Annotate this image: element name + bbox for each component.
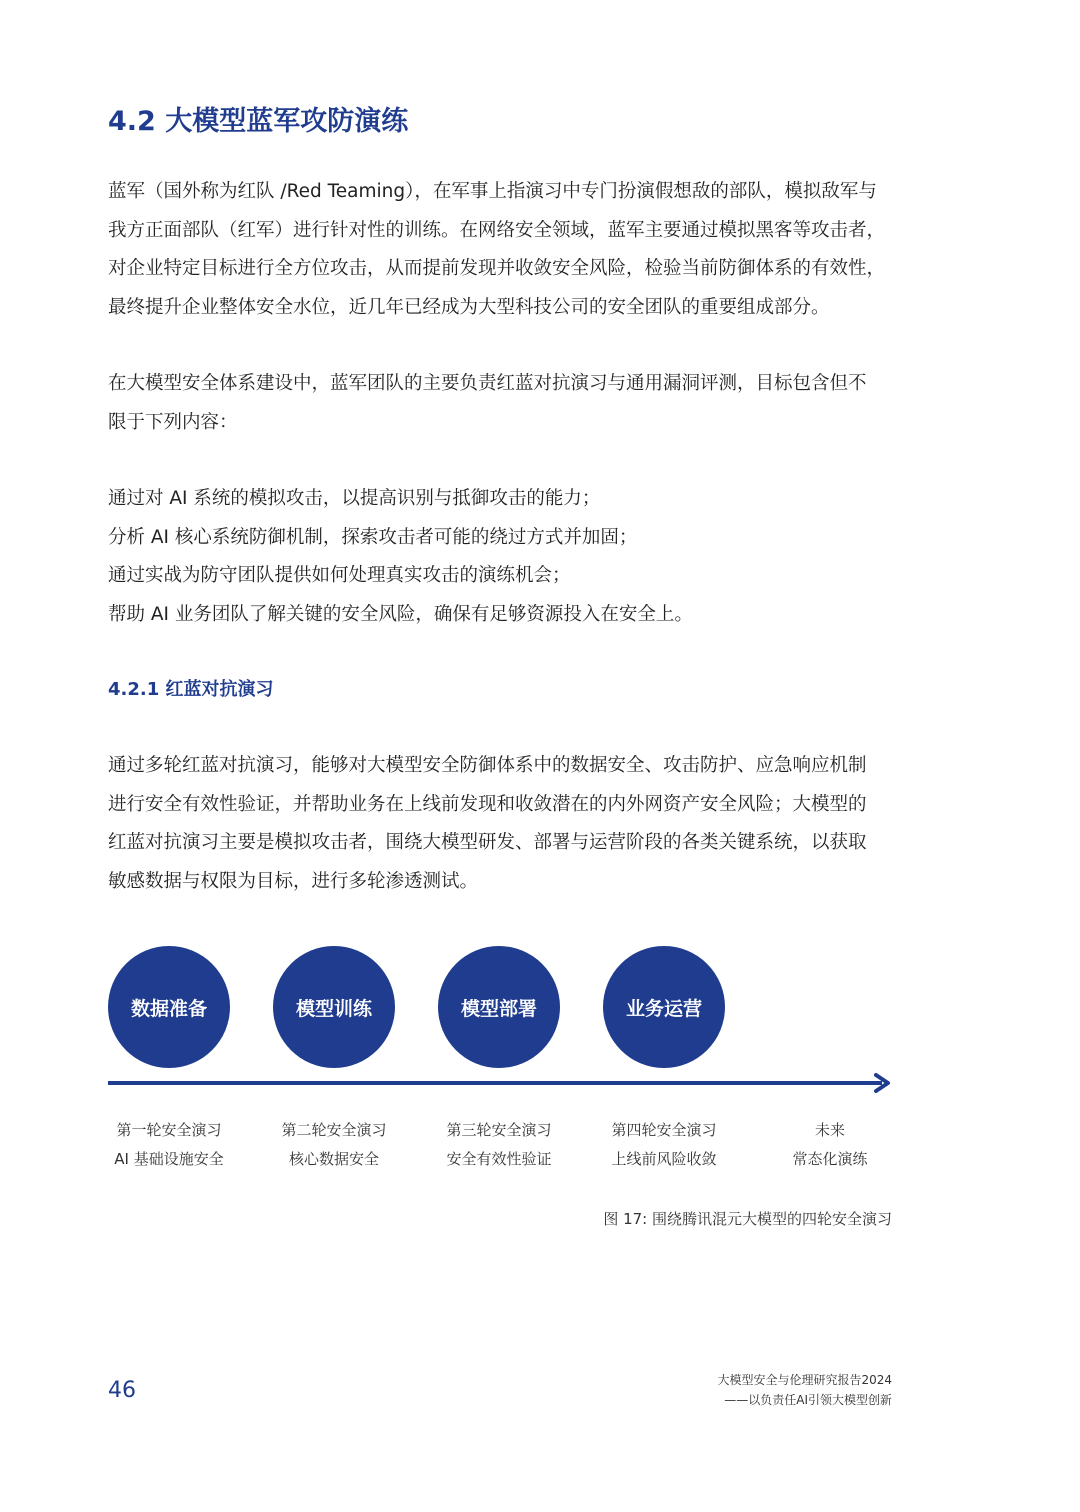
stage-round-label: 第三轮安全演习 <box>446 1121 552 1139</box>
stage-round-3 <box>419 1116 579 1174</box>
stage-focus-label: 安全有效性验证 <box>446 1150 552 1168</box>
stage-future <box>750 1116 910 1174</box>
list-item: 分析 AI 核心系统防御机制，探索攻击者可能的绕过方式并加固； <box>108 526 638 548</box>
text-line: 在大模型安全体系建设中，蓝军团队的主要负责红蓝对抗演习与通用漏洞评测，目标包含但不 <box>108 373 867 394</box>
stage-focus-label: AI 基础设施安全 <box>114 1150 224 1168</box>
section-title: 4.2 大模型蓝军攻防演练 <box>108 106 409 137</box>
goals-intro-paragraph <box>108 365 908 442</box>
subsection-title: 4.2.1 红蓝对抗演习 <box>108 679 274 700</box>
phase-circle-business-ops: 业务运营 <box>603 946 725 1068</box>
phase-circle-model-training: 模型训练 <box>273 946 395 1068</box>
stage-round-4 <box>584 1116 744 1174</box>
timeline-axis <box>108 1081 882 1085</box>
text-line: 蓝军（国外称为红队 /Red Teaming），在军事上指演习中专门扮演假想敌的部队，模拟敌军与 <box>108 181 877 202</box>
intro-paragraph <box>108 173 908 327</box>
arrow-right-icon <box>872 1072 892 1094</box>
stage-round-label: 第四轮安全演习 <box>611 1121 717 1139</box>
text-line: 敏感数据与权限为目标，进行多轮渗透测试。 <box>108 870 479 892</box>
report-title: 大模型安全与伦理研究报告2024 <box>717 1373 892 1387</box>
figure-caption: 图 17: 围绕腾讯混元大模型的四轮安全演习 <box>603 1210 892 1228</box>
report-footer <box>717 1370 892 1410</box>
stage-focus-label: 核心数据安全 <box>288 1150 379 1168</box>
text-line: 通过多轮红蓝对抗演习，能够对大模型安全防御体系中的数据安全、攻击防护、应急响应机制 <box>108 755 867 776</box>
text-line: 进行安全有效性验证，并帮助业务在上线前发现和收敛潜在的内外网资产安全风险；大模型的 <box>108 793 867 815</box>
stage-round-1 <box>89 1116 249 1174</box>
text-line: 对企业特定目标进行全方位攻击，从而提前发现并收敛安全风险，检验当前防御体系的有效性， <box>108 258 886 280</box>
stage-round-label: 第二轮安全演习 <box>281 1121 387 1139</box>
text-line: 最终提升企业整体安全水位，近几年已经成为大型科技公司的安全团队的重要组成部分。 <box>108 296 830 318</box>
subsection-body <box>108 747 908 901</box>
phase-circle-model-deploy: 模型部署 <box>438 946 560 1068</box>
stage-round-2 <box>254 1116 414 1174</box>
goals-list <box>108 480 908 634</box>
stage-round-label: 第一轮安全演习 <box>116 1121 222 1139</box>
stage-focus-label: 上线前风险收敛 <box>611 1150 717 1168</box>
text-line: 红蓝对抗演习主要是模拟攻击者，围绕大模型研发、部署与运营阶段的各类关键系统，以获取 <box>108 832 867 854</box>
phase-circle-data-prep: 数据准备 <box>108 946 230 1068</box>
stage-focus-label: 常态化演练 <box>792 1150 868 1168</box>
stage-round-label: 未来 <box>814 1121 845 1139</box>
page-number: 46 <box>108 1378 136 1403</box>
report-subtitle: ——以负责任AI引领大模型创新 <box>724 1393 892 1407</box>
list-item: 通过对 AI 系统的模拟攻击，以提高识别与抵御攻击的能力； <box>108 488 601 509</box>
text-line: 我方正面部队（红军）进行针对性的训练。在网络安全领域，蓝军主要通过模拟黑客等攻击者， <box>108 219 886 241</box>
list-item: 通过实战为防守团队提供如何处理真实攻击的演练机会； <box>108 565 571 587</box>
list-item: 帮助 AI 业务团队了解关键的安全风险，确保有足够资源投入在安全上。 <box>108 603 693 625</box>
text-line: 限于下列内容： <box>108 411 238 433</box>
